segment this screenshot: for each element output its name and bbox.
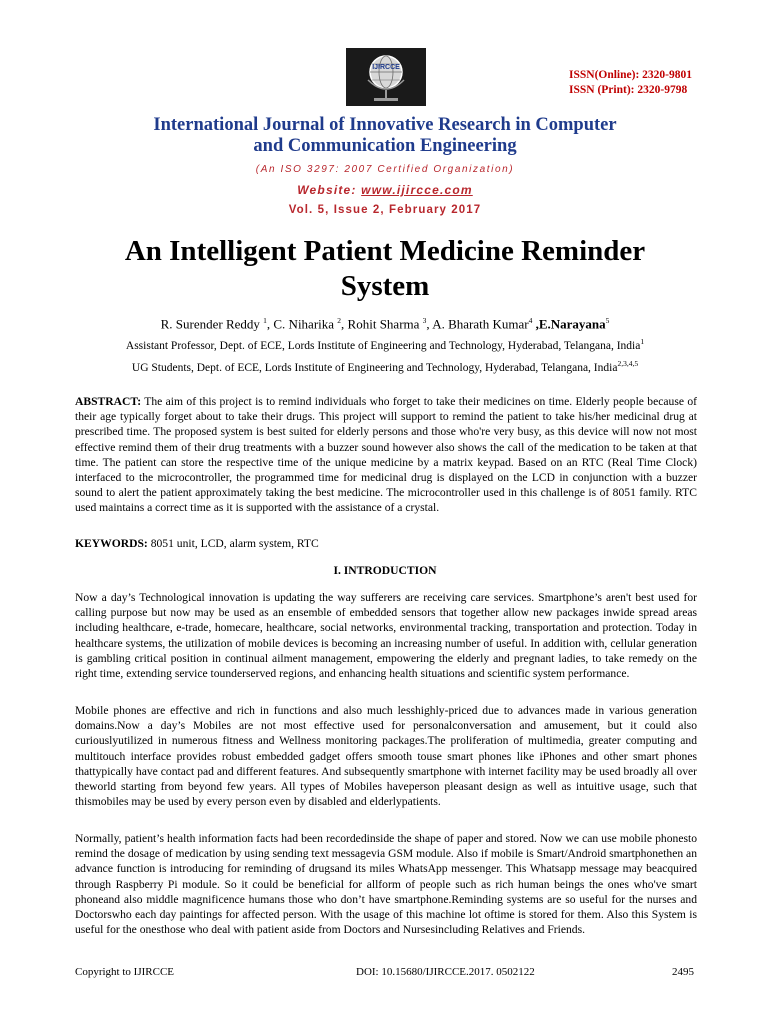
affiliation-2 <box>0 359 770 374</box>
keywords <box>75 536 697 551</box>
affiliation-1-text: Assistant Professor, Dept. of ECE, Lords Institute of Engineering and Technology, Hyderabad, Telangana, India <box>125 339 641 352</box>
issn-block <box>569 68 692 98</box>
website-link[interactable]: www.ijircce.com <box>361 183 473 197</box>
website-label: Website: <box>297 183 362 197</box>
intro-paragraph-3: Normally, patient’s health information facts had been recordedinside the shape of paper and stored. Now we can use mobile phonesto remind the dosage of medication by using sending text messagevia GSM module. Also if mobile is Smart/Android smartphonethen an advance function is introducing for reminding of drugsand its miles WhatsApp messenger. This Whatsapp message may beacquired through Raspberry Pi module. So it could be beneficial for allform of people such as rich human beings the ones who've smart phoneand also middle magnificence humans those who don’t have smartphone.Reminding systems are so useful for the nurses and Doctorswho each day paintings for affected person. With the usage of this machine lot oftime is stored for them. Also this System is useful for the onesthose who deal with patient aside from Doctors and Nursesincluding Relatives and Friends. <box>75 832 697 937</box>
author-5-sup: 5 <box>605 316 610 325</box>
paper-title-line1: An Intelligent Patient Medicine Reminder <box>124 235 646 267</box>
keywords-text: 8051 unit, LCD, alarm system, RTC <box>147 537 319 550</box>
footer-copyright: Copyright to IJIRCCE <box>75 966 175 978</box>
keywords-label: KEYWORDS: <box>75 537 148 550</box>
author-3-sup: 3 <box>422 316 427 325</box>
paper-title <box>0 234 770 304</box>
author-list <box>0 316 770 332</box>
abstract-text: The aim of this project is to remind individuals who forget to take their medicines on time. Elderly people because of their age typically forget about to take their drugs. This project will support to remind the patient to take his/her medicinal drug at prescribed time. The proposed system is best suited for elderly persons and those who're very busy, as this device will now not most effective remind them of their drug treatments with a buzzer sound however also shows the call of the medication to be taken at that time. The patient can store the respective time of the unique medicine by a matrix keypad. Based on an RTC (Real Time Clock) interfaced to the microcontroller, the programmed time for medicinal drug is displayed on the LCD in conjunction with a buzzer sound to alert the patient approximately taking the best medicine. The microcontroller used in this challenge is of 8051 family. RTC used maintains a correct time as it is supported with the assistance of a crystal. <box>75 395 697 515</box>
footer-doi: DOI: 10.15680/IJIRCCE.2017. 0502122 <box>356 966 535 978</box>
intro-paragraph-2: Mobile phones are effective and rich in functions and also much lesshighly-priced due to advances made in various generation domains.Now a day’s Mobiles are not most effective used for personalconversation and amusement, but it could also curiouslyutilized in numerous fitness and Wellness monitoring packages.The proliferation of multimedia, greater computing and multitouch interface provides robust embedded gadget offers smooth touse smart phones like iPhones and other smart phones thattypically have contact pad and different features. And subsequently smartphone with internet facility may be used broadly all over theworld starting from beyond few years. All types of Mobiles haveperson pleasant design as well as intuitive usage, such that thismobiles may be used by every person even by disabled and elderlypatients. <box>75 704 697 809</box>
author-4-sup: 4 <box>528 316 533 325</box>
affiliation-1 <box>0 337 770 352</box>
journal-title <box>0 115 770 157</box>
author-4: , A. Bharath Kumar <box>426 316 529 332</box>
journal-title-line1: International Journal of Innovative Research in Computer <box>153 115 617 135</box>
author-5: ,E.Narayana <box>532 316 606 332</box>
intro-paragraph-1: Now a day’s Technological innovation is updating the way sufferers are receiving care services. Smartphone’s aren't best used for calling purpose but now may be used as an ensemble of embedded sensors that together allow new packages inwide spread areas including healthcare, e-trade, homecare, healthcare, social networks, environmental tracking, transportation and protection. Today in healthcare systems, the utilization of mobile devices is becoming an increasing number of useful. In addition with, cellular generation is gambling critical position in continual ailment management, empowering the elderly and pregnant ladies, to take remedy on the right time, extending service tounderserved regions, and enhancing health situations and scientific system performance. <box>75 591 697 681</box>
author-3: , Rohit Sharma <box>341 316 423 332</box>
iso-certification: (An ISO 3297: 2007 Certified Organization) <box>255 164 515 175</box>
paper-title-line2: System <box>340 270 430 302</box>
abstract-label: ABSTRACT: <box>75 395 142 408</box>
author-2: , C. Niharika <box>266 316 338 332</box>
author-2-sup: 2 <box>337 316 342 325</box>
page-number: 2495 <box>672 966 694 978</box>
section-heading-introduction: I. INTRODUCTION <box>333 564 437 577</box>
journal-logo <box>346 48 426 106</box>
affiliation-1-sup: 1 <box>640 337 645 346</box>
issn-print: ISSN (Print): 2320-9798 <box>569 84 688 96</box>
issn-online: ISSN(Online): 2320-9801 <box>569 69 692 81</box>
logo-text: IJIRCCE <box>372 64 400 71</box>
author-1: R. Surender Reddy <box>160 316 264 332</box>
website-line <box>0 183 770 197</box>
volume-issue: Vol. 5, Issue 2, February 2017 <box>288 204 482 216</box>
affiliation-2-text: UG Students, Dept. of ECE, Lords Institute of Engineering and Technology, Hyderabad, Telangana, India <box>131 361 618 374</box>
author-1-sup: 1 <box>263 316 267 325</box>
abstract <box>75 394 697 516</box>
journal-title-line2: and Communication Engineering <box>253 136 517 156</box>
affiliation-2-sup: 2,3,4,5 <box>617 359 639 368</box>
